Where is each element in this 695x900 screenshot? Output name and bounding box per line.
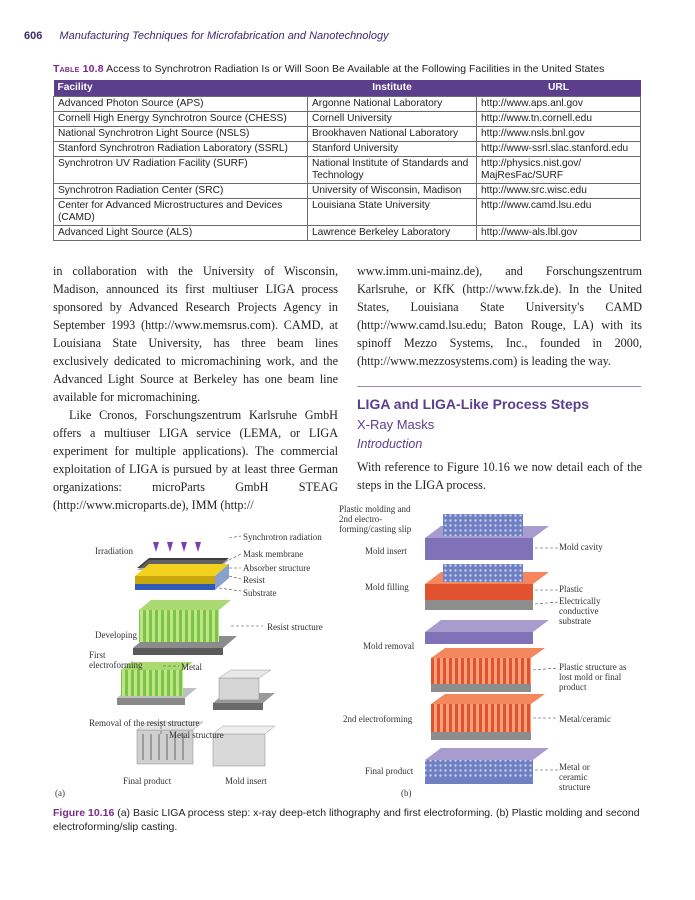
label-final-product-b: Final product (365, 766, 414, 776)
table-label: Table 10.8 (53, 63, 104, 75)
section-divider (357, 386, 641, 387)
label-resist-structure: Resist structure (267, 622, 323, 632)
table-cell: http://www-ssrl.slac.stanford.edu (477, 142, 641, 157)
page-header (24, 30, 669, 42)
page-number: 606 (24, 30, 43, 42)
panel-label-b: (b) (401, 788, 412, 798)
label-substrate: Substrate (243, 588, 277, 598)
label-mold-insert-a: Mold insert (225, 776, 267, 786)
table-caption (53, 63, 643, 75)
label-final-product-a: Final product (123, 776, 172, 786)
label-removal: Removal of the resist structure (89, 718, 200, 728)
table-cell: Cornell University (308, 112, 477, 127)
table-cell: Brookhaven National Laboratory (308, 127, 477, 142)
table-caption-text: Access to Synchrotron Radiation Is or Will Soon Be Available at the Following Facilities in the United States (106, 63, 605, 75)
label-absorber: Absorber structure (243, 563, 311, 573)
table-cell: Advanced Light Source (ALS) (54, 226, 308, 241)
table-row (54, 157, 641, 184)
label-mold-filling: Mold filling (365, 582, 409, 592)
label-metal-or-ceramic: Metal or ceramic structure (559, 762, 591, 792)
paragraph: Like Cronos, Forschungszentrum Karlsruhe GmbH offers a multiuser LIGA service (LEMA, or LIGA experiment for multiple applications). The commercial exploitation of LIGA is pursued by at least three German organizations: microParts GmbH STEAG (http://www.microparts.de), IMM (http:// (53, 408, 338, 512)
label-mold-insert-b: Mold insert (365, 546, 407, 556)
table-cell: Stanford Synchrotron Radiation Laboratory (SSRL) (54, 142, 308, 157)
label-mask: Mask membrane (243, 549, 304, 559)
subsubsection-heading: Introduction (357, 437, 423, 451)
irradiation-diagram (135, 536, 241, 591)
body-right-column (357, 262, 642, 370)
column-header: Institute (308, 80, 477, 97)
table-row (54, 112, 641, 127)
column-header: Facility (54, 80, 308, 97)
label-first-electroforming: First electroforming (89, 650, 143, 670)
subsection-heading: X-Ray Masks (357, 417, 435, 432)
xray-arrows (153, 542, 201, 552)
resist-layer (135, 564, 229, 576)
table-cell: http://www-als.lbl.gov (477, 226, 641, 241)
table-cell: Center for Advanced Microstructures and Devices (CAMD) (54, 199, 308, 226)
label-metal-structure: Metal structure (169, 730, 224, 740)
label-irradiation: Irradiation (95, 546, 133, 556)
label-conductive: Electrically conductive substrate (559, 596, 601, 626)
label-mold-cavity: Mold cavity (559, 542, 603, 552)
table-cell: Advanced Photon Source (APS) (54, 97, 308, 112)
figure-label: Figure 10.16 (53, 807, 115, 819)
table-cell: Synchrotron Radiation Center (SRC) (54, 184, 308, 199)
paragraph: With reference to Figure 10.16 we now detail each of the steps in the LIGA process. (357, 460, 642, 492)
table-cell: National Institute of Standards and Technology (308, 157, 477, 184)
substrate-layer (135, 584, 215, 590)
paragraph: in collaboration with the University of Wisconsin, Madison, announced its first multiuser LIGA process sponsored by Advanced Research Projects Agency in September 1993 (http://www.memsrus.com). CAMD, at Louisiana State University, has three beam lines exclusively dedicated to micromachining work, and the Advanced Light Source at Berkeley has one beam line available for micromachining. (53, 264, 338, 404)
table-row (54, 226, 641, 241)
label-developing: Developing (95, 630, 137, 640)
table-cell: University of Wisconsin, Madison (308, 184, 477, 199)
table-cell: Cornell High Energy Synchrotron Source (CHESS) (54, 112, 308, 127)
label-plastic-molding: Plastic molding and 2nd electro- forming/casting slip (339, 504, 412, 534)
label-2nd-electroforming: 2nd electroforming (343, 714, 413, 724)
table-cell: http://www.camd.lsu.edu (477, 199, 641, 226)
label-plastic-structure: Plastic structure as lost mold or final product (559, 662, 627, 692)
resist-structure (139, 610, 219, 642)
plastic-molding-diagram (425, 514, 558, 784)
resist-side (135, 576, 215, 584)
table-cell: Louisiana State University (308, 199, 477, 226)
table-cell: Lawrence Berkeley Laboratory (308, 226, 477, 241)
table-row (54, 127, 641, 142)
table-cell: http://www.aps.anl.gov (477, 97, 641, 112)
liga-process-figure (53, 498, 643, 803)
running-title: Manufacturing Techniques for Microfabrication and Nanotechnology (59, 30, 389, 42)
facilities-table (53, 80, 641, 241)
section-heading: LIGA and LIGA-Like Process Steps (357, 396, 590, 412)
label-metal: Metal (181, 662, 202, 672)
body-left-column (53, 262, 338, 514)
label-metal-ceramic: Metal/ceramic (559, 714, 611, 724)
label-resist: Resist (243, 575, 266, 585)
paragraph: www.imm.uni-mainz.de), and Forschungszentrum Karlsruhe, or KfK (http://www.fzk.de). In the United States, Louisiana State University's CAMD (http://www.camd.lsu.edu; Baton Rouge, LA) with its spinoff Mezzo Systems, Inc., founded in 2000, (http://www.mezzosystems.com) is leading the way. (357, 264, 642, 368)
label-mold-removal: Mold removal (363, 641, 415, 651)
table-cell: http://physics.nist.gov/ MajResFac/SURF (477, 157, 641, 184)
table-cell: Argonne National Laboratory (308, 97, 477, 112)
developing-diagram (133, 600, 263, 655)
table-cell: http://www.nsls.bnl.gov (477, 127, 641, 142)
table-row (54, 184, 641, 199)
table-row (54, 97, 641, 112)
table-row (54, 142, 641, 157)
table-cell: http://www.src.wisc.edu (477, 184, 641, 199)
table-cell: Synchrotron UV Radiation Facility (SURF) (54, 157, 308, 184)
panel-label-a: (a) (55, 788, 65, 798)
table-cell: Stanford University (308, 142, 477, 157)
table-cell: http://www.tn.cornell.edu (477, 112, 641, 127)
column-header: URL (477, 80, 641, 97)
label-synchrotron: Synchrotron radiation (243, 532, 322, 542)
figure-caption-text: (a) Basic LIGA process step: x-ray deep-etch lithography and first electroforming. (b) Plastic molding and second electroforming/slip casting. (53, 807, 640, 833)
table-cell: National Synchrotron Light Source (NSLS) (54, 127, 308, 142)
body-right-column-2 (357, 458, 642, 494)
table-header-row (54, 80, 641, 97)
label-plastic: Plastic (559, 584, 583, 594)
figure-caption (53, 806, 643, 834)
table-row (54, 199, 641, 226)
